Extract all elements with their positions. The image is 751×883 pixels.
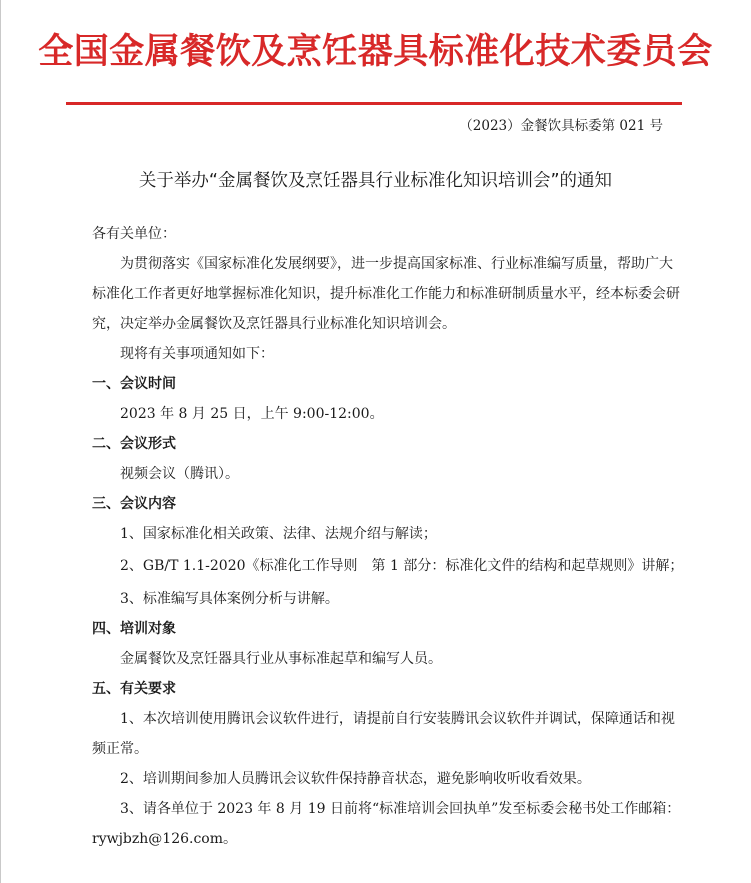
notice-title: 关于举办“金属餐饮及烹饪器具行业标准化知识培训会”的通知 (138, 171, 613, 191)
salutation: 各有关单位： (92, 226, 176, 242)
document-number: （2023）金餐饮具标委第 021 号 (459, 118, 663, 134)
requirement-3: 3、请各单位于 2023 年 8 月 19 日前将“标准培训会回执单”发至标委会秘书处工作邮箱：rywjbzh@126.com。 (92, 801, 681, 847)
content-item-2: 2、GB/T 1.1-2020《标准化工作导则 第 1 部分：标准化文件的结构和起草规则》讲解； (120, 558, 684, 574)
page-edge (0, 0, 1, 883)
meeting-format: 视频会议（腾讯）。 (120, 466, 239, 482)
section-heading-format: 二、会议形式 (92, 436, 176, 452)
notice-body (92, 219, 684, 854)
section-heading-requirements: 五、有关要求 (92, 681, 176, 697)
meeting-time: 2023 年 8 月 25 日，上午 9:00-12:00。 (120, 406, 384, 422)
section-heading-content: 三、会议内容 (92, 496, 176, 512)
requirement-1: 1、本次培训使用腾讯会议软件进行，请提前自行安装腾讯会议软件并调试，保障通话和视频正常。 (92, 711, 675, 757)
intro-paragraph: 为贯彻落实《国家标准化发展纲要》，进一步提高国家标准、行业标准编写质量，帮助广大标准化工作者更好地掌握标准化知识，提升标准化工作能力和标准研制质量水平，经本标委会研究，决定举办金属餐饮及烹饪器具行业标准化知识培训会。 (92, 256, 680, 332)
training-audience: 金属餐饮及烹饪器具行业从事标准起草和编写人员。 (120, 651, 442, 667)
letterhead-title: 全国金属餐饮及烹饪器具标准化技术委员会 (38, 31, 713, 72)
intro-lead: 现将有关事项通知如下： (120, 346, 274, 362)
requirement-2: 2、培训期间参加人员腾讯会议软件保持静音状态，避免影响收听收看效果。 (120, 771, 591, 787)
section-heading-audience: 四、培训对象 (92, 621, 176, 637)
content-item-1: 1、国家标准化相关政策、法律、法规介绍与解读； (120, 526, 437, 542)
letterhead-divider (66, 102, 682, 105)
content-item-3: 3、标准编写具体案例分析与讲解。 (120, 591, 339, 607)
section-heading-time: 一、会议时间 (92, 376, 176, 392)
